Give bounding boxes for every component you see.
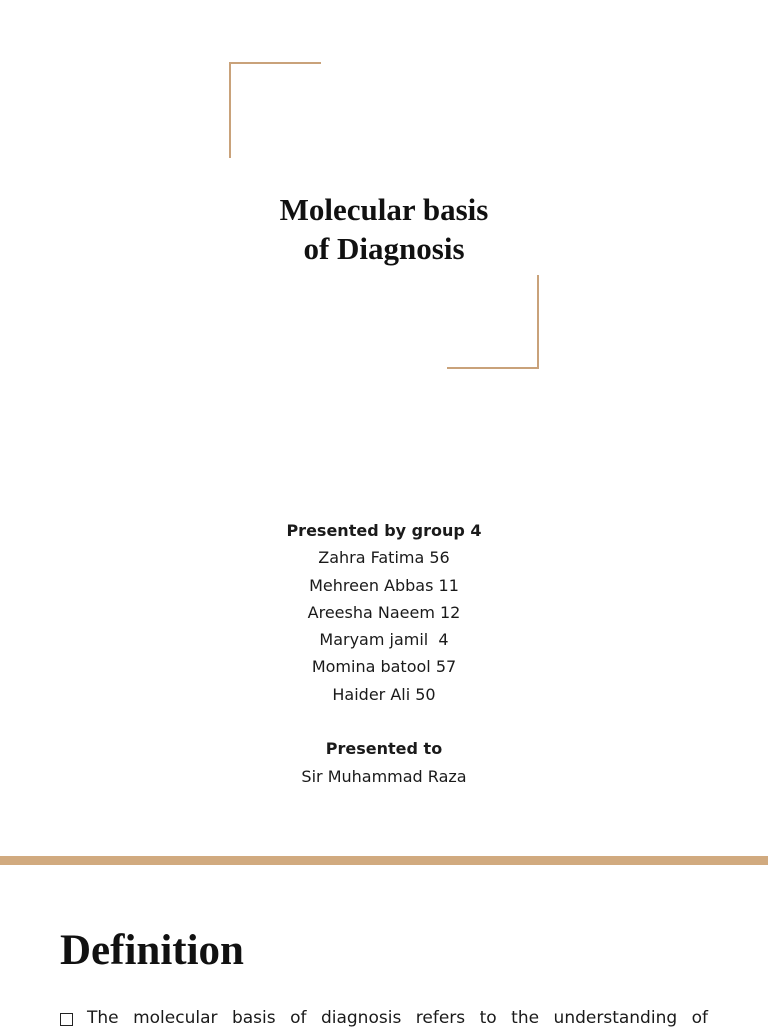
spacer — [184, 708, 584, 735]
member-name: Mehreen Abbas 11 — [309, 575, 459, 595]
member-name: Momina batool 57 — [311, 657, 457, 677]
corner-accent-bottom-horizontal — [447, 367, 539, 369]
member-name: Zahra Fatima 56 — [318, 548, 450, 568]
presenters-block — [184, 517, 584, 790]
presented-to-heading: Presented to — [325, 739, 443, 759]
slide-title — [184, 190, 584, 268]
checkbox-bullet-icon — [60, 1013, 73, 1026]
presented-to-name: Sir Muhammad Raza — [301, 766, 467, 786]
presented-by-heading: Presented by group 4 — [286, 521, 482, 540]
slide-divider — [0, 856, 768, 865]
definition-bullet — [60, 1004, 708, 1032]
definition-bullet-text: The molecular basis of diagnosis refers to the understanding of — [87, 1008, 708, 1028]
corner-accent-top-horizontal — [229, 62, 321, 64]
member-name: Areesha Naeem 12 — [307, 602, 461, 622]
corner-accent-bottom-vertical — [537, 275, 539, 369]
member-name: Haider Ali 50 — [332, 684, 436, 704]
slide-title-line-2: of Diagnosis — [303, 231, 465, 266]
corner-accent-top-vertical — [229, 62, 231, 158]
slide-title-line-1: Molecular basis — [279, 192, 489, 227]
definition-heading: Definition — [60, 927, 244, 974]
member-name: Maryam jamil 4 — [319, 630, 449, 650]
